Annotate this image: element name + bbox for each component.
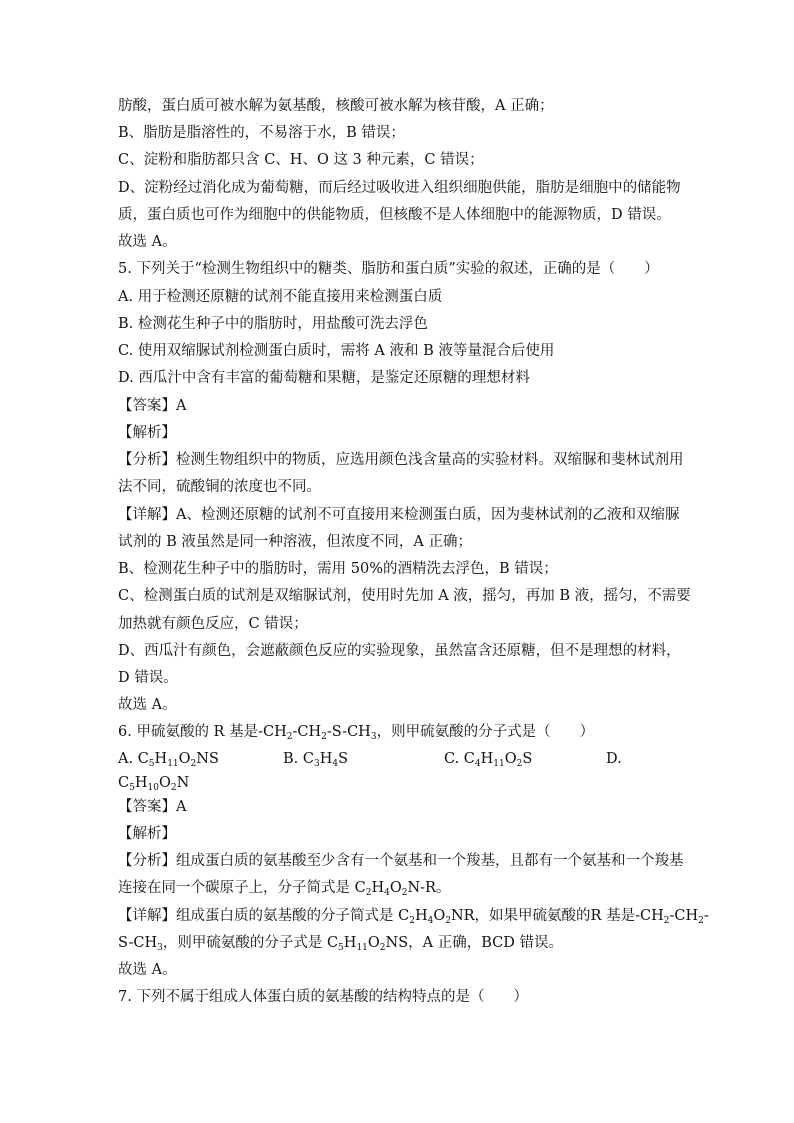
answer-tag: 【答案】	[118, 398, 176, 414]
question-6-option-c: C. $C_4H_{11}O_2S$	[444, 751, 533, 769]
xj6b-mid: ，则甲硫氨酸的分子式是 C	[162, 935, 339, 951]
text-line: D、西瓜汁有颜色，会遮蔽颜色反应的实验现象，虽然富含还原糖，但不是理想的材料，	[118, 643, 681, 659]
answer-6	[118, 797, 678, 817]
detail-6: 【详解】组成蛋白质的氨基酸的分子简式是 $C_2H_4O_2NR$，如果甲硫氨酸的R 基是$-CH_2-CH_2-$	[118, 908, 709, 926]
text-line: 法不同，硫酸铜的浓度也不同。	[118, 479, 321, 495]
analysis-text: 检测生物组织中的物质，应选用颜色浅含量高的实验材料。双缩脲和斐林试剂用	[176, 452, 684, 468]
analysis-tag: 【分析】	[118, 452, 176, 468]
analysis-6	[118, 851, 684, 871]
text-line: 故选 A。	[118, 962, 177, 978]
analysis-tag: 【分析】	[118, 853, 176, 869]
xj6a-mid: NR，如果甲硫氨酸的R 基是-CH	[450, 908, 664, 924]
question-5-option-d: D. 西瓜汁中含有丰富的葡萄糖和果糖，是鉴定还原糖的理想材料	[118, 370, 530, 386]
text-line: 肪酸，蛋白质可被水解为氨基酸，核酸可被水解为核苷酸，A 正确；	[118, 98, 554, 114]
text-line: D 错误。	[118, 670, 178, 686]
detail-5	[118, 505, 678, 525]
text-line: 连接在同一个碳原子上，分子简式是 $C_2H_4O_2N-R$。	[118, 880, 451, 898]
answer-5	[118, 396, 678, 416]
text-line: C、淀粉和脂肪都只含 C、H、O 这 3 种元素，C 错误；	[118, 152, 484, 168]
opt-c-label: C. C	[444, 751, 475, 767]
question-5-option-b: B. 检测花生种子中的脂肪时，用盐酸可洗去浮色	[118, 316, 428, 332]
detail-text: A、检测还原糖的试剂不可直接用来检测蛋白质，因为斐林试剂的乙液和双缩脲	[176, 507, 680, 523]
text-line: 加热就有颜色反应，C 错误；	[118, 616, 308, 632]
detail-tag: 【详解】	[118, 908, 176, 924]
question-7: 7. 下列不属于组成人体蛋白质的氨基酸的结构特点的是（ ）	[118, 989, 528, 1005]
text-line: 故选 A。	[118, 697, 177, 713]
question-6-option-d-formula: $C_5H_{10}O_2N$	[118, 775, 190, 793]
answer-value: A	[176, 799, 187, 815]
q6-text-pre: 6. 甲硫氨酸的 R 基是-CH	[118, 724, 287, 740]
text-line: 试剂的 B 液虽然是同一种溶液，但浓度不同，A 正确；	[118, 534, 472, 550]
text-line: D、淀粉经过消化成为葡萄糖，而后经过吸收进入组织细胞供能，脂肪是细胞中的储能物	[118, 180, 681, 196]
q6-text-post: ，则甲硫氨酸的分子式是（ ）	[376, 724, 595, 740]
text-line: $S-CH_3$，则甲硫氨酸的分子式是 $C_5H_{11}O_2NS$，A 正确，BCD 错误。	[118, 935, 563, 953]
question-5-option-a: A. 用于检测还原糖的试剂不能直接用来检测蛋白质	[118, 289, 443, 305]
text-line: C、检测蛋白质的试剂是双缩脲试剂，使用时先加 A 液，摇匀，再加 B 液，摇匀，不需要	[118, 588, 691, 604]
analysis-5-tag: 【解析】	[118, 425, 176, 441]
analysis-text: 组成蛋白质的氨基酸至少含有一个氨基和一个羧基，且都有一个氨基和一个羧基	[176, 853, 684, 869]
text-line: B、检测花生种子中的脂肪时，需用 50%的酒精洗去浮色，B 错误；	[118, 561, 558, 577]
fx6b-pre: 连接在同一个碳原子上，分子简式是 C	[118, 880, 366, 896]
xj6b-pre: S-CH	[118, 935, 158, 951]
question-6-option-b: B. $C_3H_4S$	[283, 751, 349, 769]
answer-value: A	[176, 398, 187, 414]
answer-tag: 【答案】	[118, 799, 176, 815]
xj6b-post: NS，A 正确，BCD 错误。	[385, 935, 563, 951]
text-line: 质，蛋白质也可作为细胞中的供能物质，但核酸不是人体细胞中的能源物质，D 错误。	[118, 207, 671, 223]
question-6: 6. 甲硫氨酸的 R 基是$-CH_2-CH_2-S-CH_3$，则甲硫氨酸的分子式是（ ）	[118, 724, 595, 742]
analysis-6-tag: 【解析】	[118, 826, 176, 842]
text-line: B、脂肪是脂溶性的，不易溶于水，B 错误；	[118, 125, 405, 141]
opt-a-label: A. C	[118, 751, 149, 767]
question-5: 5. 下列关于“检测生物组织中的糖类、脂肪和蛋白质”实验的叙述，正确的是（ ）	[118, 261, 659, 277]
question-5-option-c: C. 使用双缩脲试剂检测蛋白质时，需将 A 液和 B 液等量混合后使用	[118, 343, 555, 359]
text-line: 故选 A。	[118, 234, 177, 250]
xj6a-pre: 组成蛋白质的氨基酸的分子简式是 C	[176, 908, 410, 924]
opt-b-label: B. C	[283, 751, 314, 767]
question-6-option-a: A. $C_5H_{11}O_2NS$	[118, 751, 219, 769]
analysis-5	[118, 450, 684, 470]
question-6-option-d: D.	[606, 751, 622, 767]
detail-tag: 【详解】	[118, 507, 176, 523]
